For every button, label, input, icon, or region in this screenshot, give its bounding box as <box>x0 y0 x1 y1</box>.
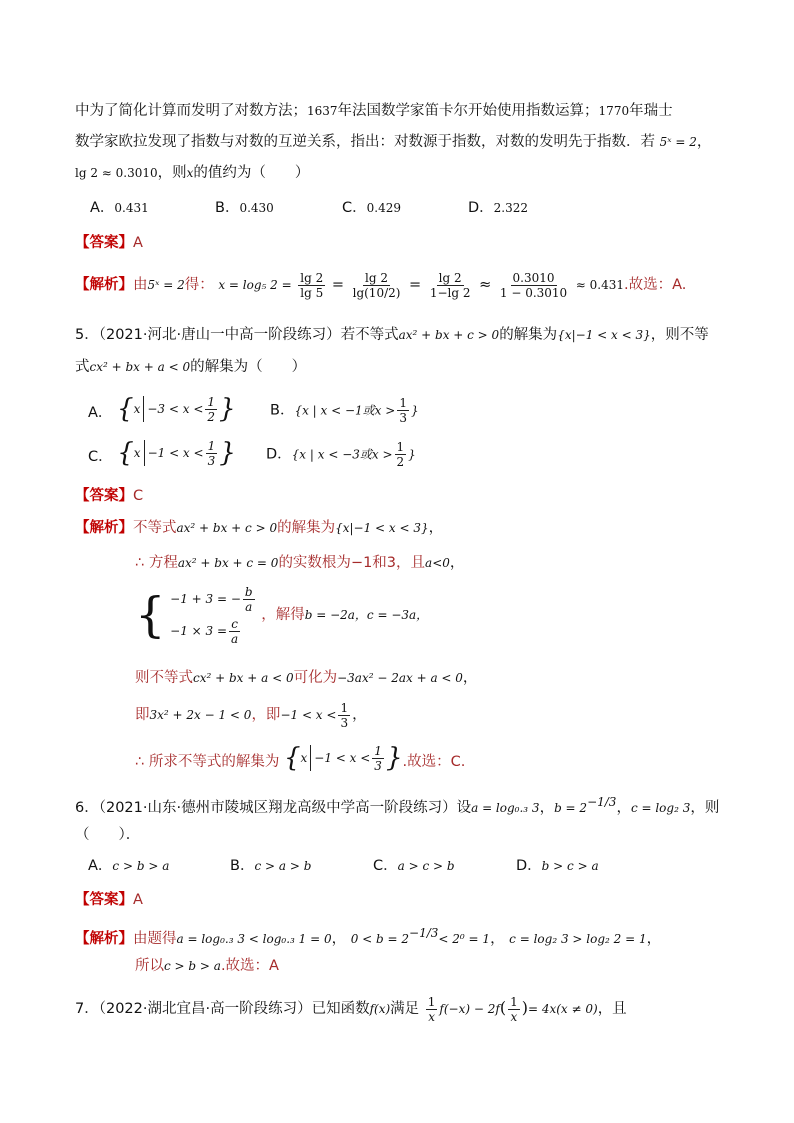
q6-analysis-line-1: 【解析】由题得a = log₀.₃ 3 < log₀.₃ 1 = 0， $0 < b = 2^{-1/3}< 2^0 = 1$， c = log₂ 3 > log₂ 2 = 1， <box>75 926 662 947</box>
q4-answer: 【答案】A <box>75 235 143 251</box>
q6-question-line-1: 6．（2021·山东·德州市陵城区翔龙高级中学高一阶段练习）设a = log₀.₃ 3，$b = 2^{-1/3}$，c = log₂ 3，则 <box>75 795 720 816</box>
q4-option-b: B．0.430 <box>215 200 274 216</box>
q4-option-d: D．2.322 <box>468 200 529 216</box>
q5-option-a: A． { x −3 < x < $\frac{1}{2}$ } <box>88 394 236 424</box>
q6-option-b: B．c > a > b <box>230 858 312 874</box>
q5-option-d: D．{x | x < −3或x > $\frac{1}{2}$ } <box>266 440 416 469</box>
q5-question-line-1: 5．（2021·河北·唐山一中高一阶段练习）若不等式ax² + bx + c > 0的解集为{x|−1 < x < 3}，则不等 <box>75 327 709 343</box>
q5-option-c: C． { x −1 < x < $\frac{1}{3}$ } <box>88 438 236 468</box>
q6-option-c: C．a > c > b <box>373 858 455 874</box>
intro-line-3: lg 2 ≈ 0.3010，则x的值约为（ ） <box>75 165 310 181</box>
q5-analysis-line-6: ∴ 所求不等式的解集为 { x −1 < x < $\frac{1}{3}$ } .故选：C. <box>135 743 466 773</box>
q5-option-b: B．{x | x < −1或x > $\frac{1}{3}$ } <box>270 396 419 425</box>
q6-option-a: A．c > b > a <box>88 858 170 874</box>
q5-analysis-line-5: 即3x² + 2x − 1 < 0，即−1 < x < $\frac{1}{3}$ ， <box>135 700 367 730</box>
q6-question-line-2: （ ）． <box>75 827 141 843</box>
q4-option-a: A．0.431 <box>90 200 149 216</box>
q5-analysis-line-1: 【解析】不等式ax² + bx + c > 0的解集为{x|−1 < x < 3}， <box>75 520 444 536</box>
q5-answer: 【答案】C <box>75 488 144 504</box>
intro-line-1: 中为了简化计算而发明了对数方法；1637年法国数学家笛卡尔开始使用指数运算；1770年瑞士 <box>75 103 673 119</box>
q4-analysis: 【解析】由5ˣ = 2得： x = log₅ 2 = $\frac{\lg 2}{\lg 5}$ = $\frac{\lg 2}{\lg(10/2)}$ = $\frac{\lg 2}{1-\lg 2}$ ≈ $\frac{0.3010}{1 - 0.3010}$ ≈ 0.431.故选：A. <box>75 270 687 300</box>
q6-option-d: D．b > c > a <box>516 858 599 874</box>
q5-analysis-line-4: 则不等式cx² + bx + a < 0可化为−3ax² − 2ax + a < 0， <box>135 670 478 686</box>
q5-analysis-line-2: ∴ 方程ax² + bx + c = 0的实数根为−1和3，且a<0， <box>135 555 465 571</box>
q5-analysis-system: { −1 + 3 = − $\frac{b}{a}$ −1 × 3 = $\frac{c}{a}$ ，解得b = −2a，c = −3a， <box>135 584 429 646</box>
q7-question-line-1: 7．（2022·湖北宜昌·高一阶段练习）已知函数f(x)满足 $\frac{1}{x}$ f(−x) − 2f( $\frac{1}{x}$ )= 4x(x ≠ 0)，且 <box>75 994 627 1024</box>
intro-line-2: 数学家欧拉发现了指数与对数的互逆关系，指出：对数源于指数，对数的发明先于指数．若 5ˣ = 2， <box>75 134 712 150</box>
q4-option-c: C．0.429 <box>342 200 401 216</box>
q6-analysis-line-2: 所以c > b > a.故选：A <box>135 958 279 974</box>
q5-question-line-2: 式cx² + bx + a < 0的解集为（ ） <box>75 359 307 375</box>
q6-answer: 【答案】A <box>75 892 143 908</box>
